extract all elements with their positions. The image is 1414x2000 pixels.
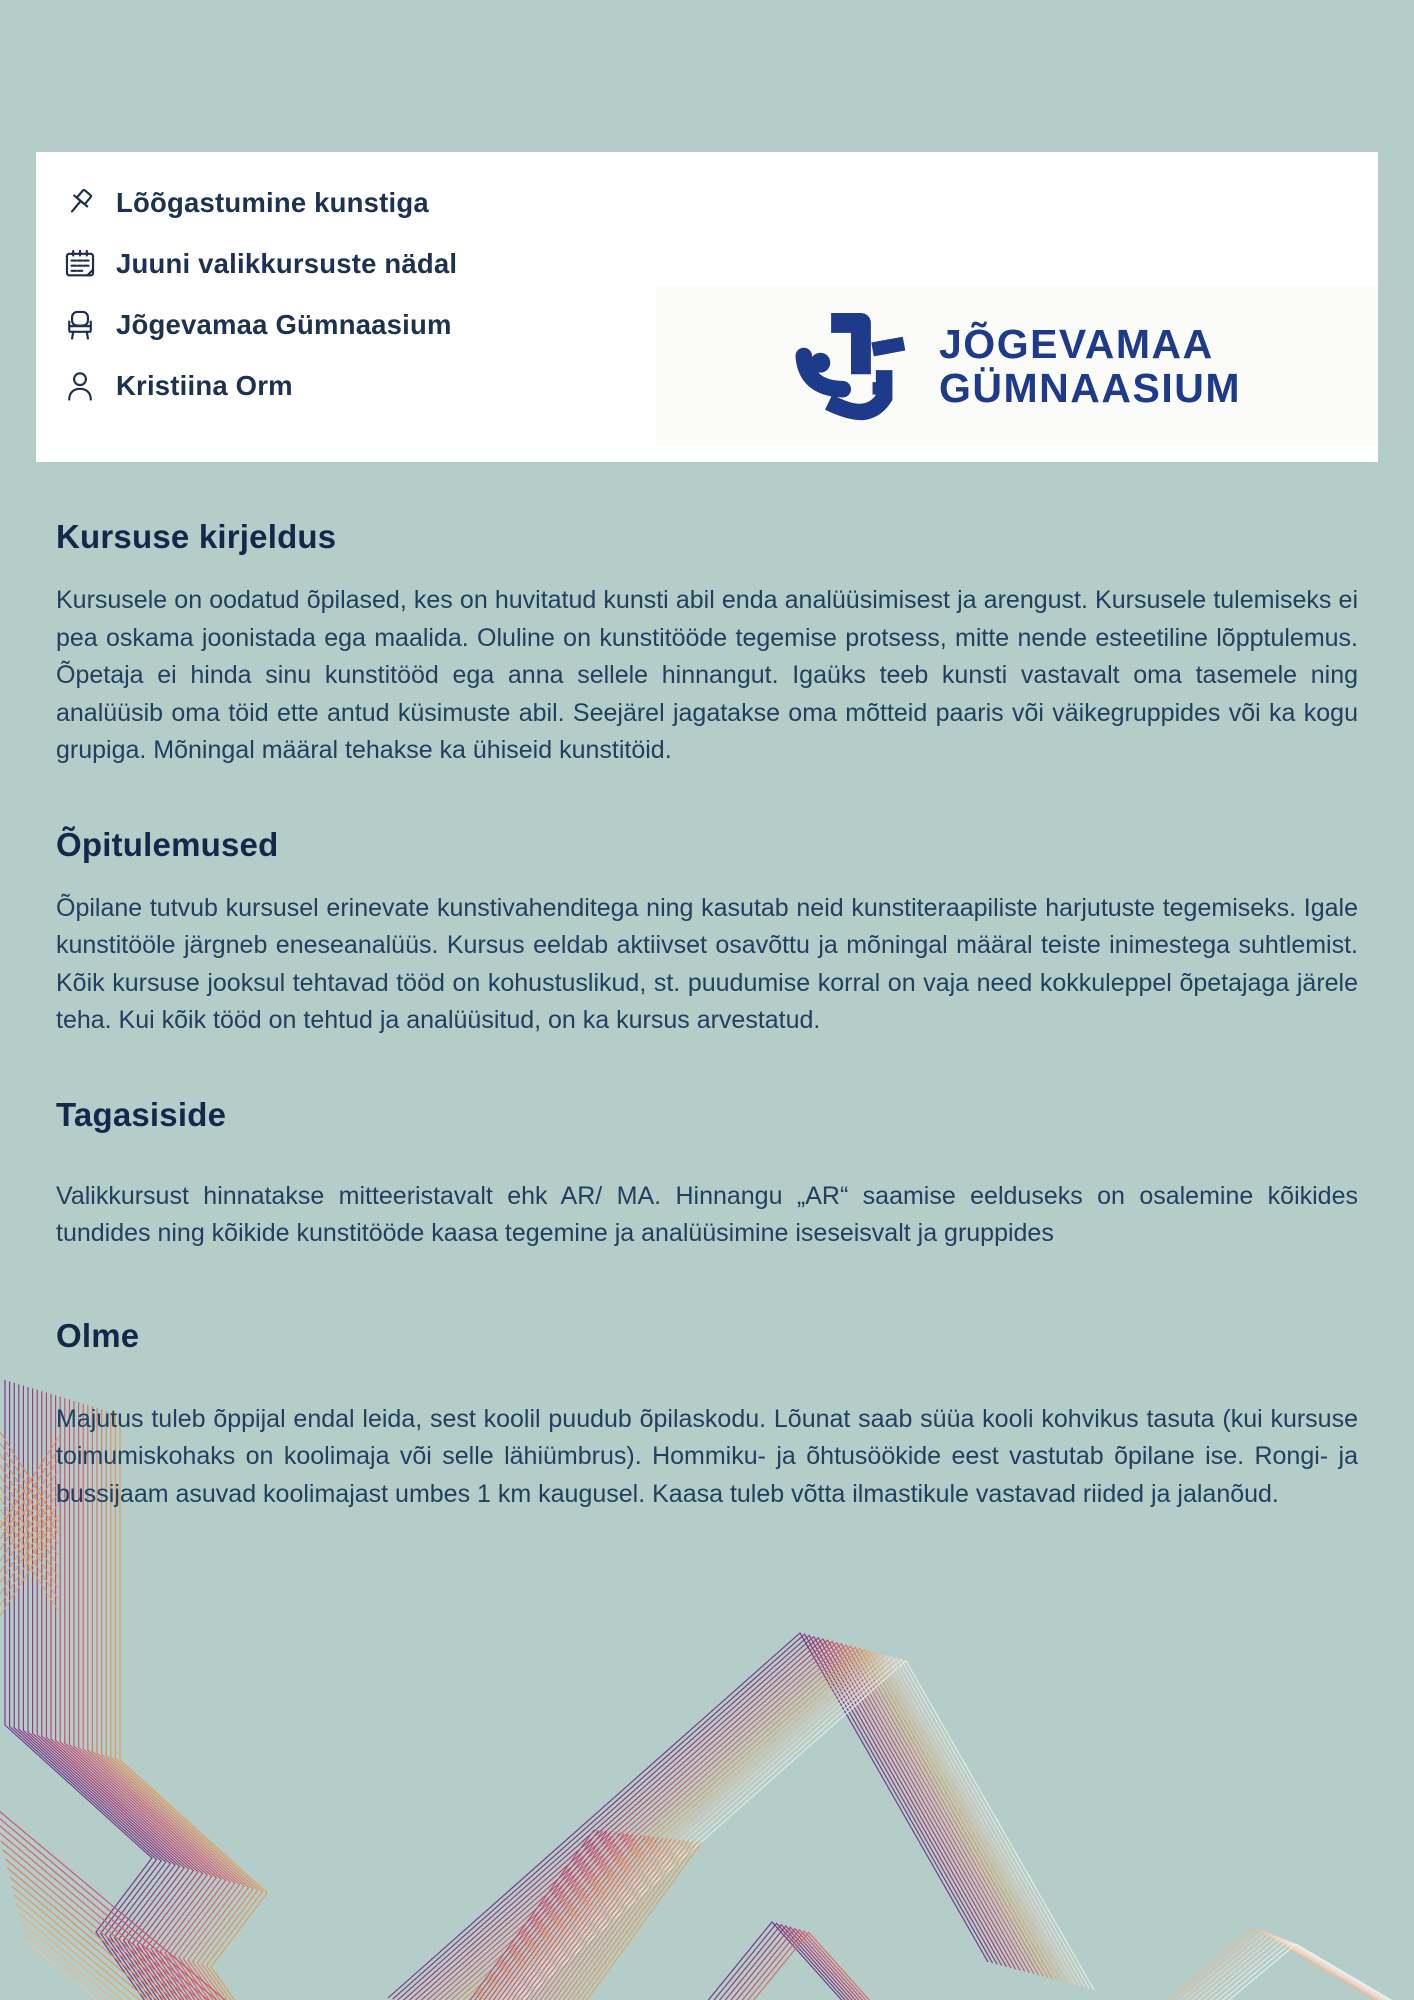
section-tagasiside [56,1096,1358,1253]
teacher-name: Kristiina Orm [116,370,293,401]
logo-text-line2: GÜMNAASIUM [939,365,1241,411]
heading-olme: Olme [56,1316,140,1354]
course-title: Lõõgastumine kunstiga [116,187,429,218]
course-title-row [62,184,457,222]
section-kursuse-kirjeldus [56,518,1358,770]
section-olme [56,1317,1358,1514]
chair-icon [62,307,98,343]
course-description-content [0,518,1414,1513]
calendar-icon [62,246,98,282]
pushpin-icon [62,185,98,221]
header-card [36,152,1378,462]
course-week: Juuni valikkursuste nädal [116,248,458,279]
school-name: Jõgevamaa Gümnaasium [116,309,452,340]
heading-kursuse-kirjeldus: Kursuse kirjeldus [56,518,337,555]
heading-opitulemused: Õpitulemused [56,825,279,863]
course-week-row [62,245,457,283]
body-tagasiside: Valikkursust hinnatakse mitteeristavalt ehk AR/ MA. Hinnangu „AR“ saamise eelduseks on osalemine kõikides tundides ning kõikide kunstitööde kaasa tegemine ja analüüsimine iseseisvalt ja gruppides [56,1181,1358,1247]
logo-text [939,322,1241,411]
heading-tagasiside: Tagasiside [56,1095,227,1133]
person-icon [62,368,98,404]
teacher-row [62,367,457,405]
course-meta [62,184,457,405]
jg-logo-mark-icon [793,302,909,430]
logo-text-line1: JÕGEVAMAA [939,320,1214,367]
section-opitulemused [56,826,1358,1040]
school-logo [656,286,1378,446]
body-opitulemused: Õpilane tutvub kursusel erinevate kunstivahenditega ning kasutab neid kunstiteraapiliste harjutuste tegemiseks. Igale kunstitööle järgneb eneseanalüüs. Kursus eeldab aktiivset osavõttu ja mõningal määral teiste inimestega suhtlemist. Kõik kursuse jooksul tehtavad tööd on kohustuslikud, st. puudumise korral on vaja need kokkuleppel õpetajaga järele teha. Kui kõik tööd on tehtud ja analüüsitud, on ka kursus arvestatud. [56,893,1358,1034]
body-olme: Majutus tuleb õppijal endal leida, sest koolil puudub õpilaskodu. Lõunat saab süüa kooli kohvikus tasuta (kui kursuse toimumiskohaks on koolimaja või selle lähiümbrus). Hommiku- ja õhtusöökide eest vastutab õpilane ise. Rongi- ja bussijaam asuvad koolimajast umbes 1 km kaugusel. Kaasa tuleb võtta ilmastikule vastavad riided ja jalanõud. [56,1404,1358,1508]
school-row [62,306,457,344]
body-kursuse-kirjeldus: Kursusele on oodatud õpilased, kes on huvitatud kunsti abil enda analüüsimisest ja arengust. Kursusele tulemiseks ei pea oskama joonistada ega maalida. Oluline on kunstitööde tegemise protsess, mitte nende esteetiline lõpptulemus. Õpetaja ei hinda sinu kunstitööd ega anna sellele hinnangut. Igaüks teeb kunsti vastavalt oma tasemele ning analüüsib oma töid ette antud küsimuste abil. Seejärel jagatakse oma mõtteid paaris või väikegruppides või ka kogu grupiga. Mõningal määral tehakse ka ühiseid kunstitöid. [56,586,1358,764]
